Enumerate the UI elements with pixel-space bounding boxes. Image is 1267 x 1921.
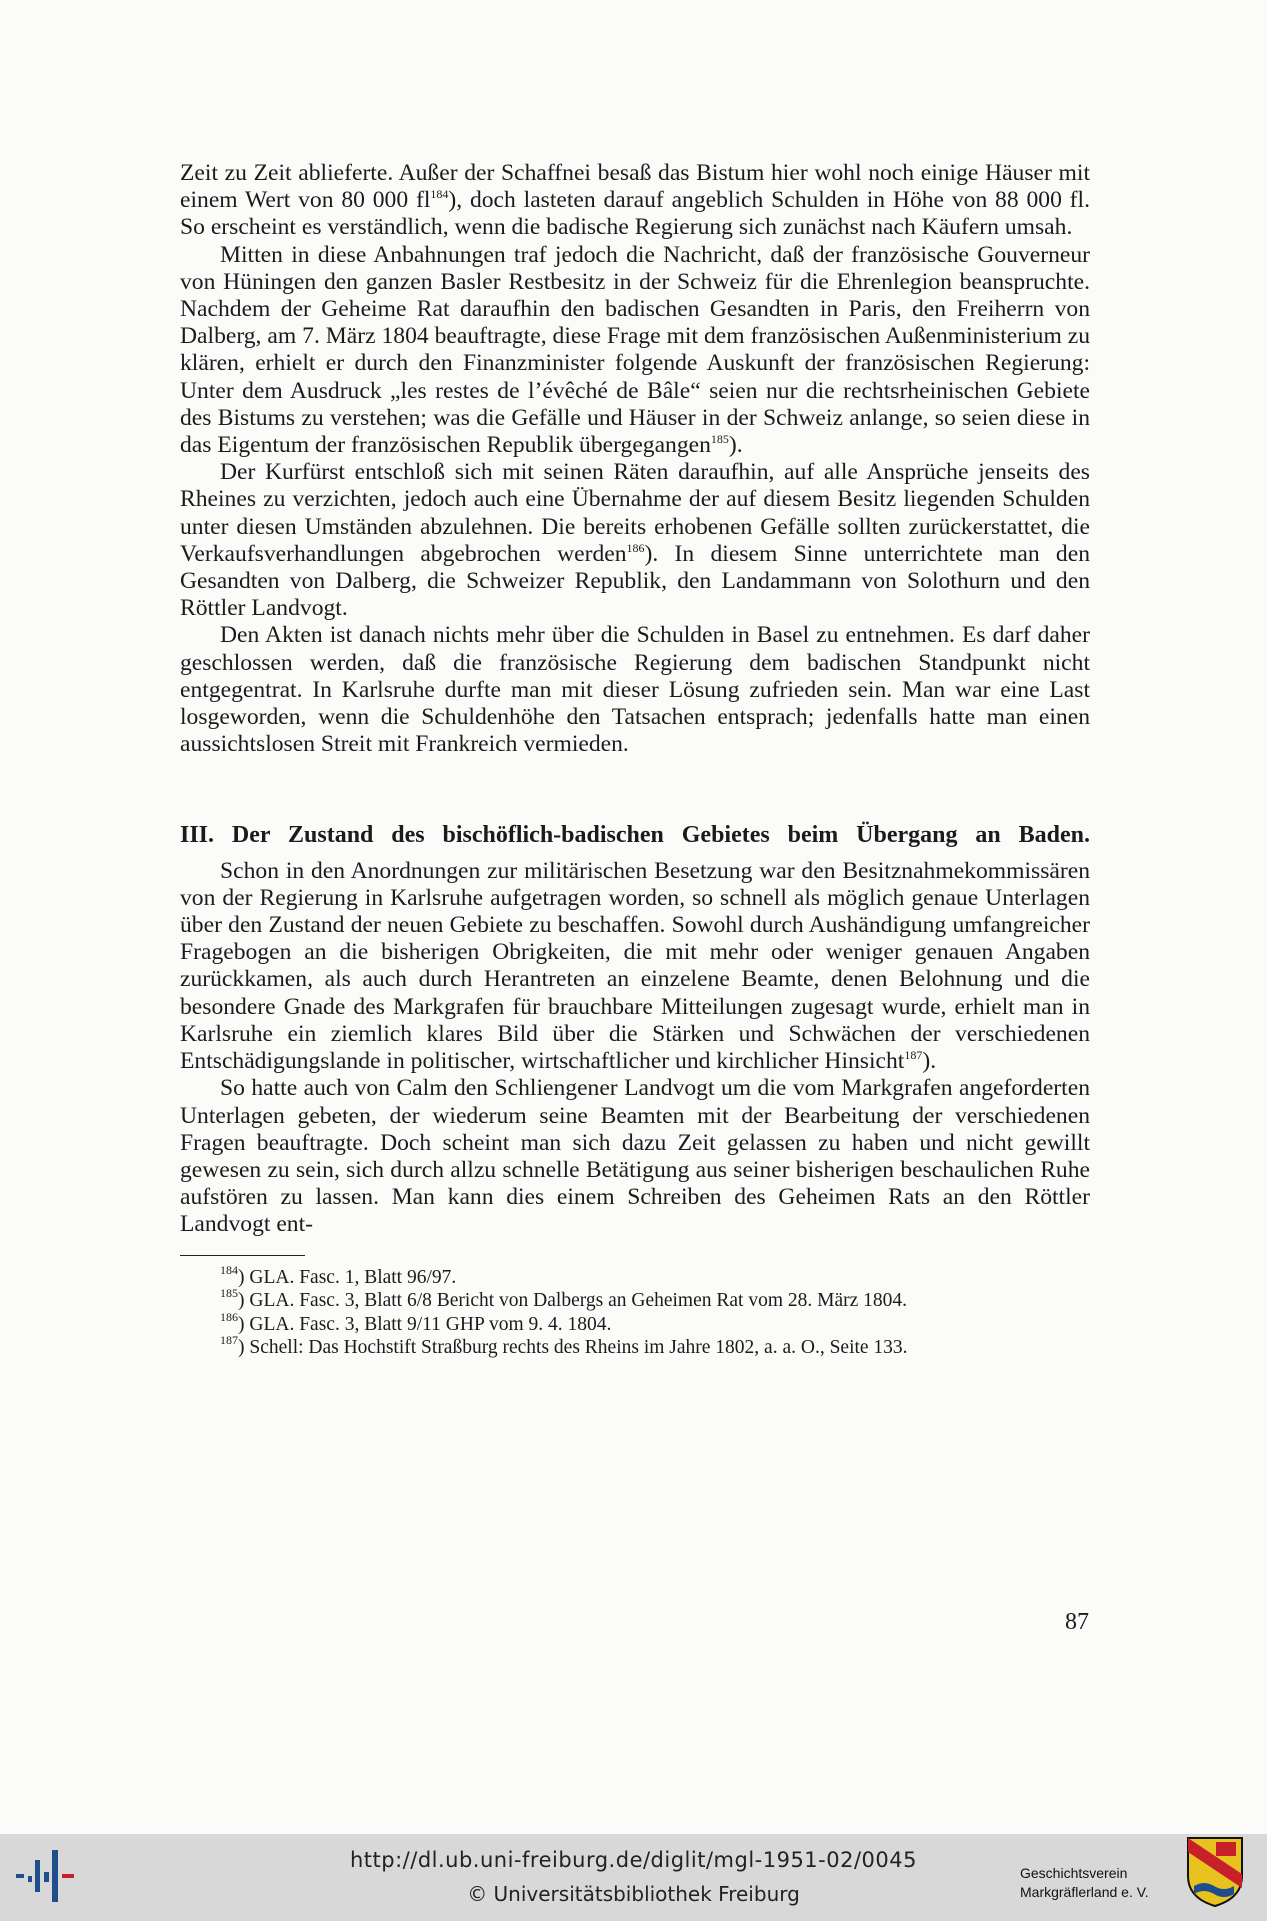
footnote-ref[interactable]: 187 bbox=[904, 1048, 923, 1063]
paragraph: Mitten in diese Anbahnungen traf jedoch die Nachricht, daß der französische Gouverneur von Hüningen den ganzen Basler Restbesitz in der Schweiz für die Ehrenlegion beanspruchte. Nachdem der Geheime Rat daraufhin den badischen Gesandten in Paris, den Freiherrn von Dalberg, am 7. März 1804 beauftragte, diese Frage mit dem französischen Außenministerium zu klären, erhielt er durch den Finanzminister folgende Auskunft der französischen Regierung: Unter dem Ausdruck „les restes de l’évêché de Bâle“ seien nur die rechtsrheinischen Gebiete des Bistums zu verstehen; was die Gefälle und Häuser in der Schweiz anlange, so seien diese in das Eigentum der französischen Republik übergegangen$^{185}$). bbox=[180, 241, 1090, 459]
paragraph: Der Kurfürst entschloß sich mit seinen Räten daraufhin, auf alle Ansprüche jenseits des Rheines zu verzichten, jedoch auch eine Übernahme der auf diesem Besitz liegenden Schulden unter diesen Umständen abzulehnen. Die bereits erhobenen Gefälle sollten zurückerstattet, die Verkaufsverhandlungen abgebrochen werden$^{186}$). In diesem Sinne unterrichtete man den Gesandten von Dalberg, die Schweizer Republik, den Landammann von Solothurn und den Röttler Landvogt. bbox=[180, 459, 1090, 622]
source-url-link[interactable]: http://dl.ub.uni-freiburg.de/diglit/mgl-1951-02/0045 bbox=[349, 1848, 917, 1872]
footnote-ref[interactable]: 186 bbox=[626, 540, 645, 555]
paragraph: Zeit zu Zeit ablieferte. Außer der Schaffnei besaß das Bistum hier wohl noch einige Häuser mit einem Wert von 80 000 $fl^{184}$), doch lasteten darauf angeblich Schulden in Höhe von 88 000 fl. So erscheint es verständlich, wenn die badische Regierung sich zunächst nach Käufern umsah. bbox=[180, 160, 1090, 241]
page-text bbox=[180, 160, 1090, 1360]
copyright-text: © Universitätsbibliothek Freiburg bbox=[467, 1882, 800, 1906]
footnote-divider bbox=[180, 1255, 305, 1256]
footer-bar bbox=[0, 1834, 1267, 1921]
page-number: 87 bbox=[1065, 1609, 1089, 1635]
footnote-ref[interactable]: 185 bbox=[710, 432, 729, 447]
footnote: $^{186}$) GLA. Fasc. 3, Blatt 9/11 GHP vom 9. 4. 1804. bbox=[220, 1309, 612, 1335]
section-heading: III. Der Zustand des bischöflich-badischen Gebietes beim Übergang an Baden. bbox=[180, 822, 1090, 849]
paragraph: Den Akten ist danach nichts mehr über die Schulden in Basel zu entnehmen. Es darf daher geschlossen werden, daß die französische Regierung dem badischen Standpunkt nicht entgegentrat. In Karlsruhe durfte man mit dieser Lösung zufrieden sein. Man war eine Last losgeworden, wenn die Schuldenhöhe den Tatsachen entsprach; jedenfalls hatte man einen aussichtslosen Streit mit Frankreich vermieden. bbox=[180, 622, 1090, 758]
society-name: Geschichtsverein Markgräflerland e. V. bbox=[1020, 1865, 1149, 1900]
coat-of-arms-icon bbox=[1186, 1836, 1244, 1908]
paragraph: Schon in den Anordnungen zur militärischen Besetzung war den Besitznahmekommissären von der Regierung in Karlsruhe aufgetragen worden, so schnell als möglich genaue Unterlagen über den Zustand der neuen Gebiete zu beschaffen. Sowohl durch Aushändigung umfangreicher Fragebogen an die bisherigen Obrigkeiten, die mit mehr oder weniger genauen Angaben zurückkamen, als auch durch Herantreten an einzelene Beamte, denen Belohnung und die besondere Gnade des Markgrafen für brauchbare Mitteilungen zugesagt wurde, erhielt man in Karlsruhe ein ziemlich klares Bild über die Stärken und Schwächen der verschiedenen Entschädigungslande in politischer, wirtschaftlicher und kirchlicher Hinsicht$^{187}$). bbox=[180, 857, 1090, 1075]
paragraph: So hatte auch von Calm den Schliengener Landvogt um die vom Markgrafen angeforderten Unterlagen gebeten, der wiederum seine Beamten mit der Bearbeitung der verschiedenen Fragen beauftragte. Doch scheint man sich dazu Zeit gelassen zu haben und nicht gewillt gewesen zu sein, sich durch allzu schnelle Betätigung aus seiner bisherigen beschaulichen Ruhe aufstören zu lassen. Man kann dies einem Schreiben des Geheimen Rats an den Röttler Landvogt ent- bbox=[180, 1075, 1090, 1238]
footnote: $^{185}$) GLA. Fasc. 3, Blatt 6/8 Bericht von Dalbergs an Geheimen Rat vom 28. März 1804. bbox=[220, 1286, 908, 1312]
footnote-ref[interactable]: 184 bbox=[430, 187, 449, 202]
footnote: $^{187}$) Schell: Das Hochstift Straßburg rechts des Rheins im Jahre 1802, a. a. O., Seite 133. bbox=[220, 1333, 908, 1359]
footnote: $^{184}$) GLA. Fasc. 1, Blatt 96/97. bbox=[220, 1262, 457, 1288]
